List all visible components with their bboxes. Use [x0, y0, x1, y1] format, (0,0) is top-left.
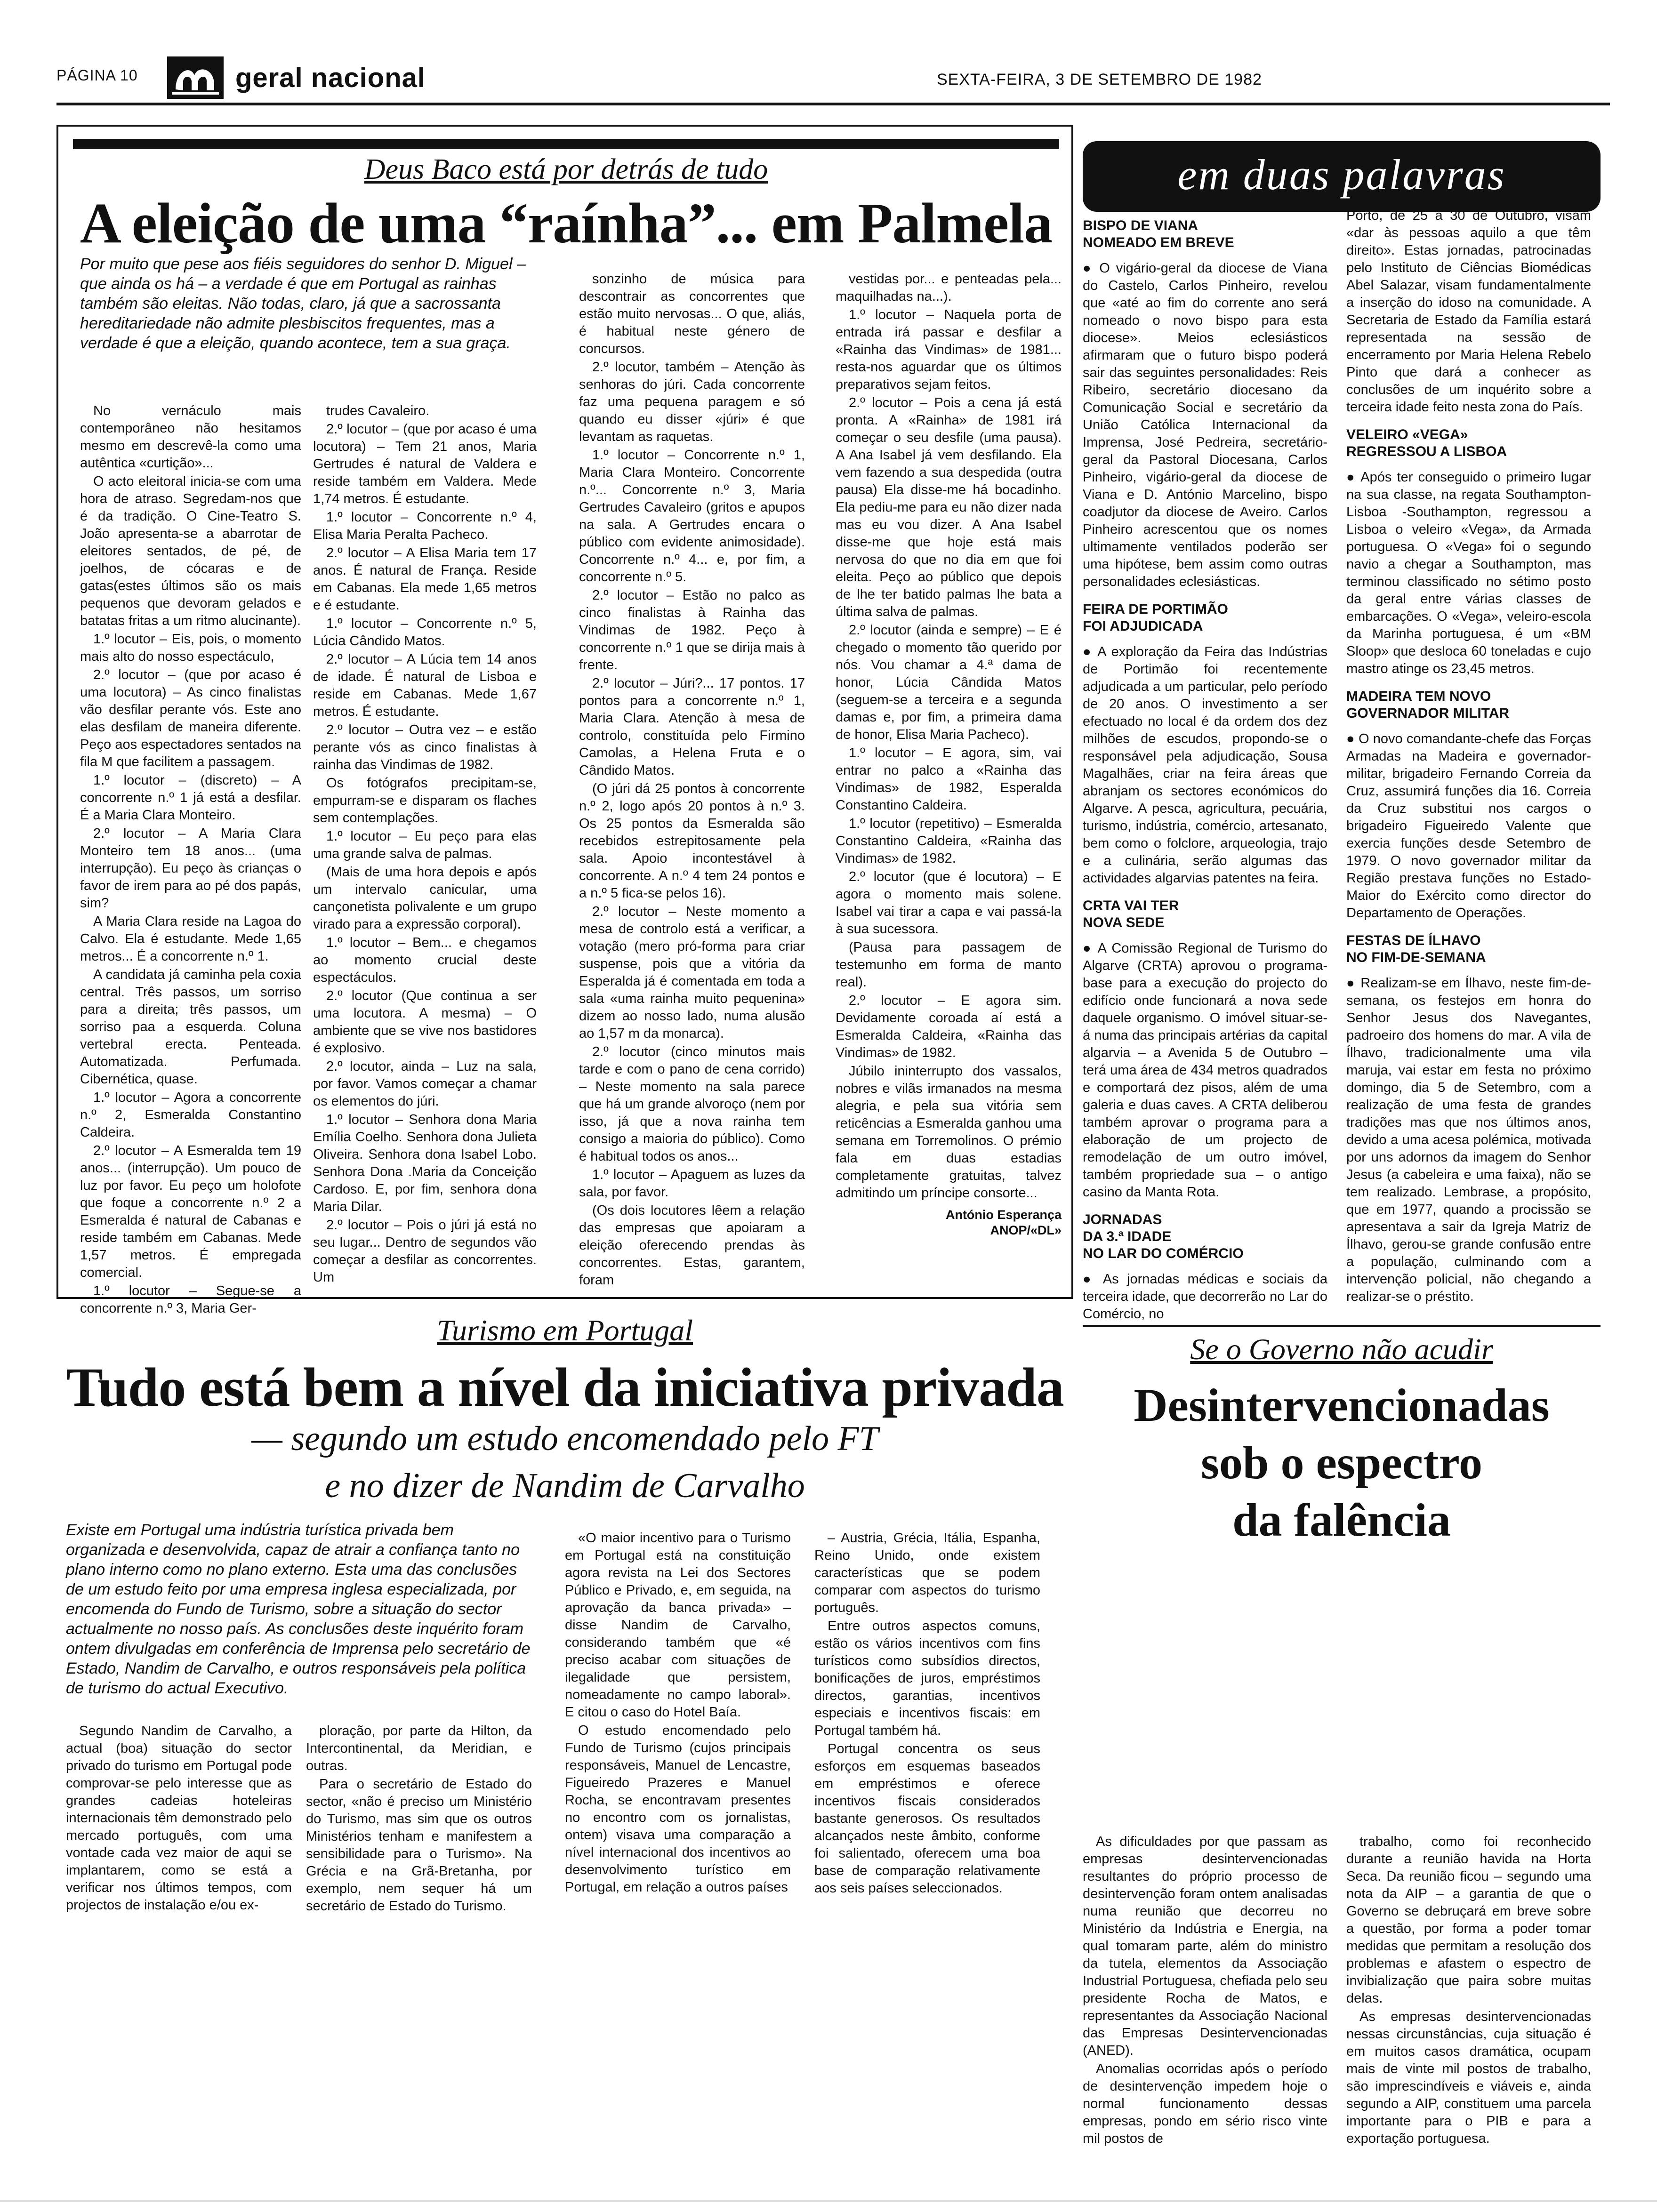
- falencia-story-column-1: [1083, 1833, 1327, 2148]
- tourism-story-subhead: — segundo um estudo encomendado pelo FT: [251, 1419, 878, 1458]
- paragraph: O acto eleitoral inicia-se com uma hora de atraso. Segredam-nos que é da tradição. O Cine-Teatro S. João apresenta-se a abarrotar de eleitores sentados, de pé, de joelhos, de cócaras e de gatas(estes últimos são os mais pequenos que devoram gelados e batatas fritas a um ritmo alucinante).: [80, 474, 301, 628]
- section-title: geral nacional: [235, 63, 426, 93]
- main-story-headline: A eleição de uma “raínha”... em Palmela: [80, 192, 1053, 255]
- paragraph: ploração, por parte da Hilton, da Intercontinental, da Meridian, e outras.: [306, 1723, 532, 1773]
- paragraph: Para o secretário de Estado do sector, «não é preciso um Ministério do Turismo, mas sim que os outros Ministérios tenham e manifestem a sensibilidade para o Turismo». Na Grécia e na Grã-Bretanha, por exemplo, nem sequer há um secretário de Estado do Turismo.: [306, 1777, 532, 1914]
- paragraph: 1.º locutor – Concorrente n.º 1, Maria Clara Monteiro. Concorrente n.º... Concorrente n.º 3, Maria Gertrudes Cavaleiro (gritos e apupos na sala. A Gertrudes encara o público com evidente animosidade). Concorrente n.º 4... e, por fim, a concorrente n.º 5.: [579, 448, 805, 585]
- paragraph: trabalho, como foi reconhecido durante a reunião havida na Horta Seca. Da reunião ficou – segundo uma nota da AIP – a garantia de que o Governo se debruçará em breve sobre a questão, por forma a poder tomar medidas que permitam a resolução dos problemas e afastem o espectro de invibialização que paira sobre muitas delas.: [1346, 1834, 1591, 2006]
- brief-heading: FEIRA DE PORTIMÃO FOI ADJUDICADA: [1083, 601, 1228, 634]
- briefs-title: em duas palavras: [1177, 151, 1506, 199]
- paragraph: 2.º locutor – E agora sim. Devidamente coroada aí está a Esmeralda Caldeira, «Rainha das Vindimas» de 1982.: [836, 993, 1062, 1060]
- page-number: PÁGINA 10: [56, 67, 138, 84]
- paragraph: 2.º locutor – A Maria Clara Monteiro tem 18 anos... (uma interrupção). Eu peço às crianças o favor de irem para ao pé dos papás, sim?: [80, 826, 301, 911]
- paragraph: 2.º locutor (Que continua a ser uma locutora. A mesma) – O ambiente que se vive nos bastidores é explosivo.: [313, 988, 537, 1056]
- paragraph: Anomalias ocorridas após o período de desintervenção impedem hoje o normal funcionamento dessas empresas, pondo em sério risco vinte mil postos de: [1083, 2061, 1327, 2146]
- falencia-story-headline: Desintervencionadas sob o espectro da falência: [1134, 1379, 1550, 1546]
- tourism-story-subhead: e no dizer de Nandim de Carvalho: [325, 1467, 805, 1505]
- paragraph: 2.º locutor, também – Atenção às senhoras do júri. Cada concorrente faz uma pequena paragem e só quando eu disser «júri» é que levantam as raquetas.: [579, 360, 805, 444]
- paragraph: 1.º locutor – Concorrente n.º 5, Lúcia Cândido Matos.: [313, 616, 537, 649]
- paragraph: Segundo Nandim de Carvalho, a actual (boa) situação do sector privado do turismo em Portugal pode comprovar-se pelo interesse que as grandes cadeias hoteleiras internacionais têm demonstrado pelo mercado português, com uma vontade cada vez maior de aqui se implantarem, como se está a verificar nos últimos tempos, com projectos de instalação e/ou ex-: [66, 1723, 292, 1913]
- paragraph: 2.º locutor (cinco minutos mais tarde e com o pano de cena corrido) – Neste momento na sala parece que há um grande alvoroço (nem por isso, já que a nova rainha tem consigo a maioria do público). Como é habitual todos os anos...: [579, 1044, 805, 1164]
- paragraph: 2.º locutor – Neste momento a mesa de controlo está a verificar, a votação (mero pró-forma para criar suspense, pois que a vitória da Esperalda já é comentada em toda a sala «uma rainha muito pequenina» dizem ao nosso lado, numa alusão ao 1,57 m da monarca).: [579, 904, 805, 1041]
- main-story-column-1: [80, 402, 301, 1318]
- brief-text: ● As jornadas médicas e sociais da terceira idade, que decorrerão no Lar do Comércio, no: [1083, 1272, 1327, 1322]
- paragraph: 1.º locutor – Senhora dona Maria Emília Coelho. Senhora dona Julieta Oliveira. Senhora dona Isabel Lobo. Senhora Dona .Maria da Conceição Cardoso. E, por fim, senhora dona Maria Dilar.: [313, 1112, 537, 1214]
- issue-date: SEXTA-FEIRA, 3 DE SETEMBRO DE 1982: [937, 71, 1262, 88]
- paragraph: (Mais de uma hora depois e após um intervalo canicular, uma cançonetista polivalente e um grupo virado para a expressão corporal).: [313, 865, 537, 932]
- brief-text: ● Após ter conseguido o primeiro lugar na sua classe, na regata Southampton-Lisboa -Southampton, regressou a Lisboa o veleiro «Vega», da Armada portuguesa. O «Vega» foi o segundo navio a chegar a Southampton, mas terminou classificado no sétimo posto da geral entre várias classes de embarcações. O «Vega», veleiro-escola da Marinha portuguesa, é um «BM Sloop» que desloca 60 toneladas e cujo mastro atinge os 23,45 metros.: [1346, 470, 1591, 676]
- falencia-story-column-2: [1346, 1833, 1591, 2148]
- paragraph: A candidata já caminha pela coxia central. Três passos, um sorriso para a direita; três passos, um sorriso paa a esquerda. Coluna vertebral erecta. Penteada. Automatizada. Perfumada. Cibernética, quase.: [80, 967, 301, 1087]
- paragraph: 2.º locutor, ainda – Luz na sala, por favor. Vamos começar a chamar os elementos do júri.: [313, 1059, 537, 1109]
- masthead: [56, 56, 1610, 99]
- main-story-kicker-text: Deus Baco está por detrás de tudo: [364, 153, 768, 185]
- paragraph: 2.º locutor – (que por acaso é uma locutora) – As cinco finalistas vão desfilar perante vós. Este ano elas desfilam de maneira diferente. Peço aos espectadores sentados na fila M que facilitem a passagem.: [80, 667, 301, 769]
- paragraph: 1.º locutor (repetitivo) – Esmeralda Constantino Caldeira, «Rainha das Vindimas» de 1982.: [836, 816, 1062, 866]
- brief-text: ● O vigário-geral da diocese de Viana do Castelo, Carlos Pinheiro, revelou que «até ao fim do corrente ano será nomeado o novo bispo para esta diocese». Meios eclesiásticos afirmaram que o futuro bispo poderá sair das seguintes personalidades: Reis Ribeiro, secretário diocesano da Comunicação Social e secretário da União Católica Internacional da Imprensa, José Pedreira, secretário-geral da Pastoral Diocesana, Carlos Pinheiro, vigário-geral da diocese de Viana e D. António Marcelino, bispo coadjutor da diocese de Aveiro. Carlos Pinheiro acrescentou que os nomes ultimamente ventilados poderão ser uma hipótese, bem assim como outras personalidades eclesiásticas.: [1083, 261, 1327, 589]
- brief-heading: VELEIRO «VEGA» REGRESSOU A LISBOA: [1346, 427, 1507, 459]
- falencia-story-kicker-text: Se o Governo não acudir: [1190, 1332, 1493, 1366]
- brief-heading: FESTAS DE ÍLHAVO NO FIM-DE-SEMANA: [1346, 933, 1486, 965]
- paragraph: 2.º locutor – Pois o júri já está no seu lugar... Dentro de segundos vão começar a desfilar as concorrentes. Um: [313, 1218, 537, 1285]
- paragraph: Júbilo ininterrupto dos vassalos, nobres e vilãs irmanados na mesma alegria, e pela sua vitória sem reticências a Esmeralda ganhou uma semana em Torremolinos. O prémio fala em duas estadias completamente gratuitas, talvez admitindo um príncipe consorte...: [836, 1064, 1062, 1201]
- paragraph: (Pausa para passagem de testemunho em forma de manto real).: [836, 940, 1062, 990]
- newspaper-logo: [167, 56, 224, 99]
- paragraph: 2.º locutor (ainda e sempre) – E é chegado o momento tão querido por nós. Vou chamar a 4.ª dama de honor, Lúcia Cândida Matos (seguem-se a terceira e a segunda damas e, por fim, a primeira dama de honor, Elisa Maria Pacheco).: [836, 623, 1062, 742]
- paragraph: trudes Cavaleiro.: [326, 403, 430, 418]
- tourism-story-column-3: [565, 1530, 791, 1897]
- paragraph: 1.º locutor – Concorrente n.º 4, Elisa Maria Peralta Pacheco.: [313, 510, 537, 542]
- paragraph: 1.º locutor – Apaguem as luzes da sala, por favor.: [579, 1167, 805, 1200]
- tourism-story-column-1: [66, 1723, 292, 1915]
- paragraph: No vernáculo mais contemporâneo não hesitamos mesmo em descrevê-la como uma autêntica «curtição»...: [80, 403, 301, 471]
- paragraph: Portugal concentra os seus esforços em esquemas baseados em empréstimos e oferece incentivos fiscais considerados bastante generosos. Os resultados alcançados neste âmbito, conforme foi salientado, oferecem uma boa base de comparação relativamente aos seis países seleccionados.: [814, 1741, 1040, 1896]
- main-story-column-3: [579, 271, 805, 1290]
- main-story-byline: António Esperança ANOP/«DL»: [945, 1208, 1062, 1237]
- paragraph: 2.º locutor (que é locutora) – E agora o momento mais solene. Isabel vai tirar a capa e vai passá-la à sua sucessora.: [836, 869, 1062, 937]
- paragraph: sonzinho de música para descontrair as concorrentes que estão muito nervosas... O que, aliás, é habitual neste género de concursos.: [579, 272, 805, 356]
- paragraph: 1.º locutor – Eu peço para elas uma grande salva de palmas.: [313, 829, 537, 861]
- falencia-story-kicker: [1083, 1332, 1601, 1367]
- paragraph: Os fotógrafos precipitam-se, empurram-se e disparam os flaches sem contemplações.: [313, 776, 537, 825]
- paragraph: 2.º locutor – Júri?... 17 pontos. 17 pontos para a concorrente n.º 1, Maria Clara. Atenção à mesa de controlo, constituída pelo Firmino Camolas, a Helena Fruta e o Cândido Matos.: [579, 676, 805, 778]
- tourism-story-intro: Existe em Portugal uma indústria turística privada bem organizada e desenvolvida, capaz de atrair a confiança tanto no plano interno como no plano externo. Esta uma das conclusões de um estudo feito por uma empresa inglesa especializada, por encomenda do Fundo de Turismo, sobre a situação do sector actualmente no nosso país. As conclusões deste inquérito foram ontem divulgadas em conferência de Imprensa pelo secretário de Estado, Nandim de Carvalho, e outros responsáveis pela política de turismo do actual Executivo.: [66, 1521, 531, 1697]
- paragraph: 1.º locutor – Bem... e chegamos ao momento crucial deste espectáculos.: [313, 935, 537, 985]
- main-story-top-bar: [73, 139, 1059, 149]
- paragraph: 2.º locutor – A Elisa Maria tem 17 anos. É natural de França. Reside em Cabanas. Ela mede 1,65 metros e é estudante.: [313, 545, 537, 613]
- brief-text: ● Realizam-se em Ílhavo, neste fim-de-semana, os festejos em honra do Senhor Jesus dos Navegantes, padroeiro dos homens do mar. A vila de Ílhavo, tradicionalmente uma vila maruja, vai estar em festa no próximo domingo, dia 5 de Setembro, com a realização de uma festa de grandes tradições mas que nos últimos anos, devido a uma acesa polémica, motivada por uns adornos da imagem do Senhor Jesus (a cabeleira e uma faixa), não se tem realizado. Lembrase, a propósito, que em 1977, quando a procissão se apresentava a sair da Igreja Matriz de Ílhavo, gerou-se grande confusão entre a população, culminando com a intervenção policial, não chegando a realizar-se o préstito.: [1346, 976, 1591, 1304]
- main-story-intro: Por muito que pese aos fiéis seguidores do senhor D. Miguel – que ainda os há – a verdade é que em Portugal as rainhas também são eleitas. Não todas, claro, já que a sacrossanta hereditariedade não admite plesbiscitos frequentes, mas a verdade é que a eleição, quando acontece, tem a sua graça.: [80, 255, 526, 352]
- main-story-kicker: [73, 153, 1059, 186]
- brief-text: Porto, de 25 a 30 de Outubro, visam «dar às pessoas aquilo a que têm direito». Estas jornadas, patrocinadas pelo Instituto de Ciências Biomédicas Abel Salazar, visam fundamentalmente a inserção do idoso na comunidade. A Secretaria de Estado da Família estará representada na sessão de encerramento por Maria Helena Rebelo Pinto que dará a conhecer as conclusões de um inquérito sobre a terceira idade feito nesta zona do País.: [1346, 208, 1591, 415]
- tourism-story-kicker: [56, 1313, 1073, 1348]
- paragraph: 2.º locutor – Outra vez – e estão perante vós as cinco finalistas à rainha das Vindimas de 1982.: [313, 722, 537, 772]
- paragraph: (Os dois locutores lêem a relação das empresas que apoiaram a eleição oferecendo prendas às concorrentes. Estas, garantem, foram: [579, 1203, 805, 1288]
- page-bottom-edge: [0, 2200, 1657, 2202]
- tourism-story-column-2: [306, 1723, 532, 1916]
- paragraph: As empresas desintervencionadas nessas circunstâncias, cuja situação é em muitos casos dramática, ocupam mais de vinte mil postos de trabalho, são imprescindíveis e viáveis e, ainda segundo a AIP, constituem uma parcela importante para o PIB e para a exportação portuguesa.: [1346, 2009, 1591, 2146]
- paragraph: (O júri dá 25 pontos à concorrente n.º 2, logo após 20 pontos à n.º 3. Os 25 pontos da Esmeralda são recebidos estrepitosamente pela sala. Apoio incontestável à concorrente. A n.º 4 tem 24 pontos e a n.º 5 fica-se pelos 16).: [579, 781, 805, 901]
- paragraph: As dificuldades por que passam as empresas desintervencionadas resultantes do próprio processo de desintervenção foram ontem analisadas numa reunião que decorreu no Ministério da Indústria e Energia, na qual tomaram parte, além do ministro da tutela, elementos da Associação Industrial Portuguesa, chefiada pelo seu presidente Rocha de Matos, e representantes da Associação Nacional das Empresas Desintervencionadas (ANED).: [1083, 1834, 1327, 2058]
- paragraph: 1.º locutor – Segue-se a concorrente n.º 3, Maria Ger-: [80, 1283, 301, 1316]
- briefs-column-2: [1346, 207, 1591, 1306]
- paragraph: 1.º locutor – Agora a concorrente n.º 2, Esmeralda Constantino Caldeira.: [80, 1090, 301, 1140]
- main-story-column-2: [313, 402, 537, 1287]
- tourism-story-headline: Tudo está bem a nível da iniciativa privada: [66, 1356, 1064, 1418]
- paragraph: A Maria Clara reside na Lagoa do Calvo. Ela é estudante. Mede 1,65 metros... É a concorrente n.º 1.: [80, 914, 301, 964]
- paragraph: – Austria, Grécia, Itália, Espanha, Reino Unido, onde existem características que se podem comparar com aspectos do turismo português.: [814, 1531, 1040, 1615]
- falencia-story-rule: [1083, 1325, 1601, 1327]
- brief-text: ● A exploração da Feira das Indústrias de Portimão foi recentemente adjudicada a um particular, pelo período de 20 anos. O investimento a ser efectuado no local é da ordem dos dez milhões de escudos, propondo-se o responsável pela adjudicação, Sousa Magalhães, criar na feira áreas que abranjam os sectores económicos do Algarve. A pesca, agricultura, pecuária, turismo, indústria, comércio, artesanato, bem como o folclore, arqueologia, trajo e a culinária, serão algumas das actividades algarvias patentes na feira.: [1083, 644, 1327, 886]
- brief-text: ● A Comissão Regional de Turismo do Algarve (CRTA) aprovou o programa-base para a execução do projecto do edifício onde funcionará a nova sede daquele organismo. O imóvel situar-se-á numa das principais artérias da capital algarvia – a Avenida 5 de Outubro – terá uma área de 434 metros quadrados e comportará dez pisos, além de uma galeria e duas caves. A CRTA deliberou também aprovar o programa para a elaboração de um projecto de remodelação de um outro imóvel, também propriedade sua – o antigo casino da Manta Rota.: [1083, 941, 1327, 1200]
- paragraph: O estudo encomendado pelo Fundo de Turismo (cujos principais responsáveis, Manuel de Lencastre, Figueiredo Prazeres e Manuel Rocha, se encontravam presentes no encontro com os jornalistas, ontem) visava uma comparação a nível internacional dos incentivos ao desenvolvimento turístico em Portugal, em relação a outros países: [565, 1723, 791, 1895]
- paragraph: 1.º locutor – Eis, pois, o momento mais alto do nosso espectáculo,: [80, 632, 301, 664]
- briefs-column-1: [1083, 207, 1327, 1323]
- masthead-divider: [56, 103, 1610, 105]
- paragraph: 1.º locutor – (discreto) – A concorrente n.º 1 já está a desfilar. É a Maria Clara Monteiro.: [80, 773, 301, 823]
- tourism-story-kicker-text: Turismo em Portugal: [436, 1314, 693, 1347]
- paragraph: 1.º locutor – Naquela porta de entrada irá passar e desfilar a «Rainha das Vindimas» de 1981... resta-nos aguardar que os últimos preparativos sejam feitos.: [836, 307, 1062, 392]
- paragraph: 2.º locutor – Estão no palco as cinco finalistas à Rainha das Vindimas de 1982. Peço à concorrente n.º 1 que se dirija mais à frente.: [579, 588, 805, 673]
- paragraph: 2.º locutor – A Esmeralda tem 19 anos... (interrupção). Um pouco de luz por favor. Eu peço um holofote que foque a concorrente n.º 2 a Esmeralda é natural de Cabanas e reside também em Cabanas. Mede 1,57 metros. É empregada comercial.: [80, 1143, 301, 1280]
- main-story-column-4: [836, 271, 1062, 1203]
- paragraph: vestidas por... e penteadas pela... maquilhadas na...).: [836, 272, 1062, 304]
- brief-heading: MADEIRA TEM NOVO GOVERNADOR MILITAR: [1346, 689, 1510, 721]
- paragraph: Entre outros aspectos comuns, estão os vários incentivos com fins turísticos como subsídios directos, bonificações de juros, empréstimos directos, garantias, incentivos especiais e incentivos fiscais: em Portugal também há.: [814, 1619, 1040, 1738]
- paragraph: «O maior incentivo para o Turismo em Portugal está na constituição agora revista na Lei dos Sectores Público e Privado, e, em seguida, na aprovação da banca privada» – disse Nandim de Carvalho, considerando também que «é preciso acabar com situações de ilegalidade que persistem, nomeadamente no campo laboral». E citou o caso do Hotel Baía.: [565, 1531, 791, 1720]
- brief-heading: BISPO DE VIANA NOMEADO EM BREVE: [1083, 218, 1234, 250]
- tourism-story-column-4: [814, 1530, 1040, 1898]
- paragraph: 2.º locutor – A Lúcia tem 14 anos de idade. É natural de Lisboa e reside em Cabanas. Mede 1,67 metros. É estudante.: [313, 652, 537, 719]
- paragraph: 1.º locutor – E agora, sim, vai entrar no palco a «Rainha das Vindimas» de 1982, Esperalda Constantino Caldeira.: [836, 745, 1062, 813]
- brief-text: ● O novo comandante-chefe das Forças Armadas na Madeira e governador-militar, brigadeiro Fernando Correia da Cruz, assumirá funções dia 16. Correia da Cruz substitui nos cargos o brigadeiro Figueiredo Valente que exercia funções desde Setembro de 1979. O novo governador militar da Região prestava funções no Estado-Maior do Exército como director do Departamento de Operações.: [1346, 731, 1591, 921]
- brief-heading: CRTA VAI TER NOVA SEDE: [1083, 898, 1179, 930]
- paragraph: 2.º locutor – Pois a cena já está pronta. A «Rainha» de 1981 irá começar o seu desfile (uma pausa). A Ana Isabel já vem desfilando. Ela vem fazendo a sua despedida (outra pausa) Ela disse-me há bocadinho. Ela pediu-me para eu não dizer nada mas eu vou dizer. A Ana Isabel disse-me que hoje está mais nervosa do que no dia em que foi eleita. Peço ao público que depois de lhe ter batido palmas lhe bata a última salva de palmas.: [836, 395, 1062, 619]
- paragraph: 2.º locutor – (que por acaso é uma locutora) – Tem 21 anos, Maria Gertrudes é natural de Valdera e reside também em Valdera. Mede 1,74 metros. É estudante.: [313, 422, 537, 506]
- brief-heading: JORNADAS DA 3.ª IDADE NO LAR DO COMÉRCIO: [1083, 1212, 1244, 1261]
